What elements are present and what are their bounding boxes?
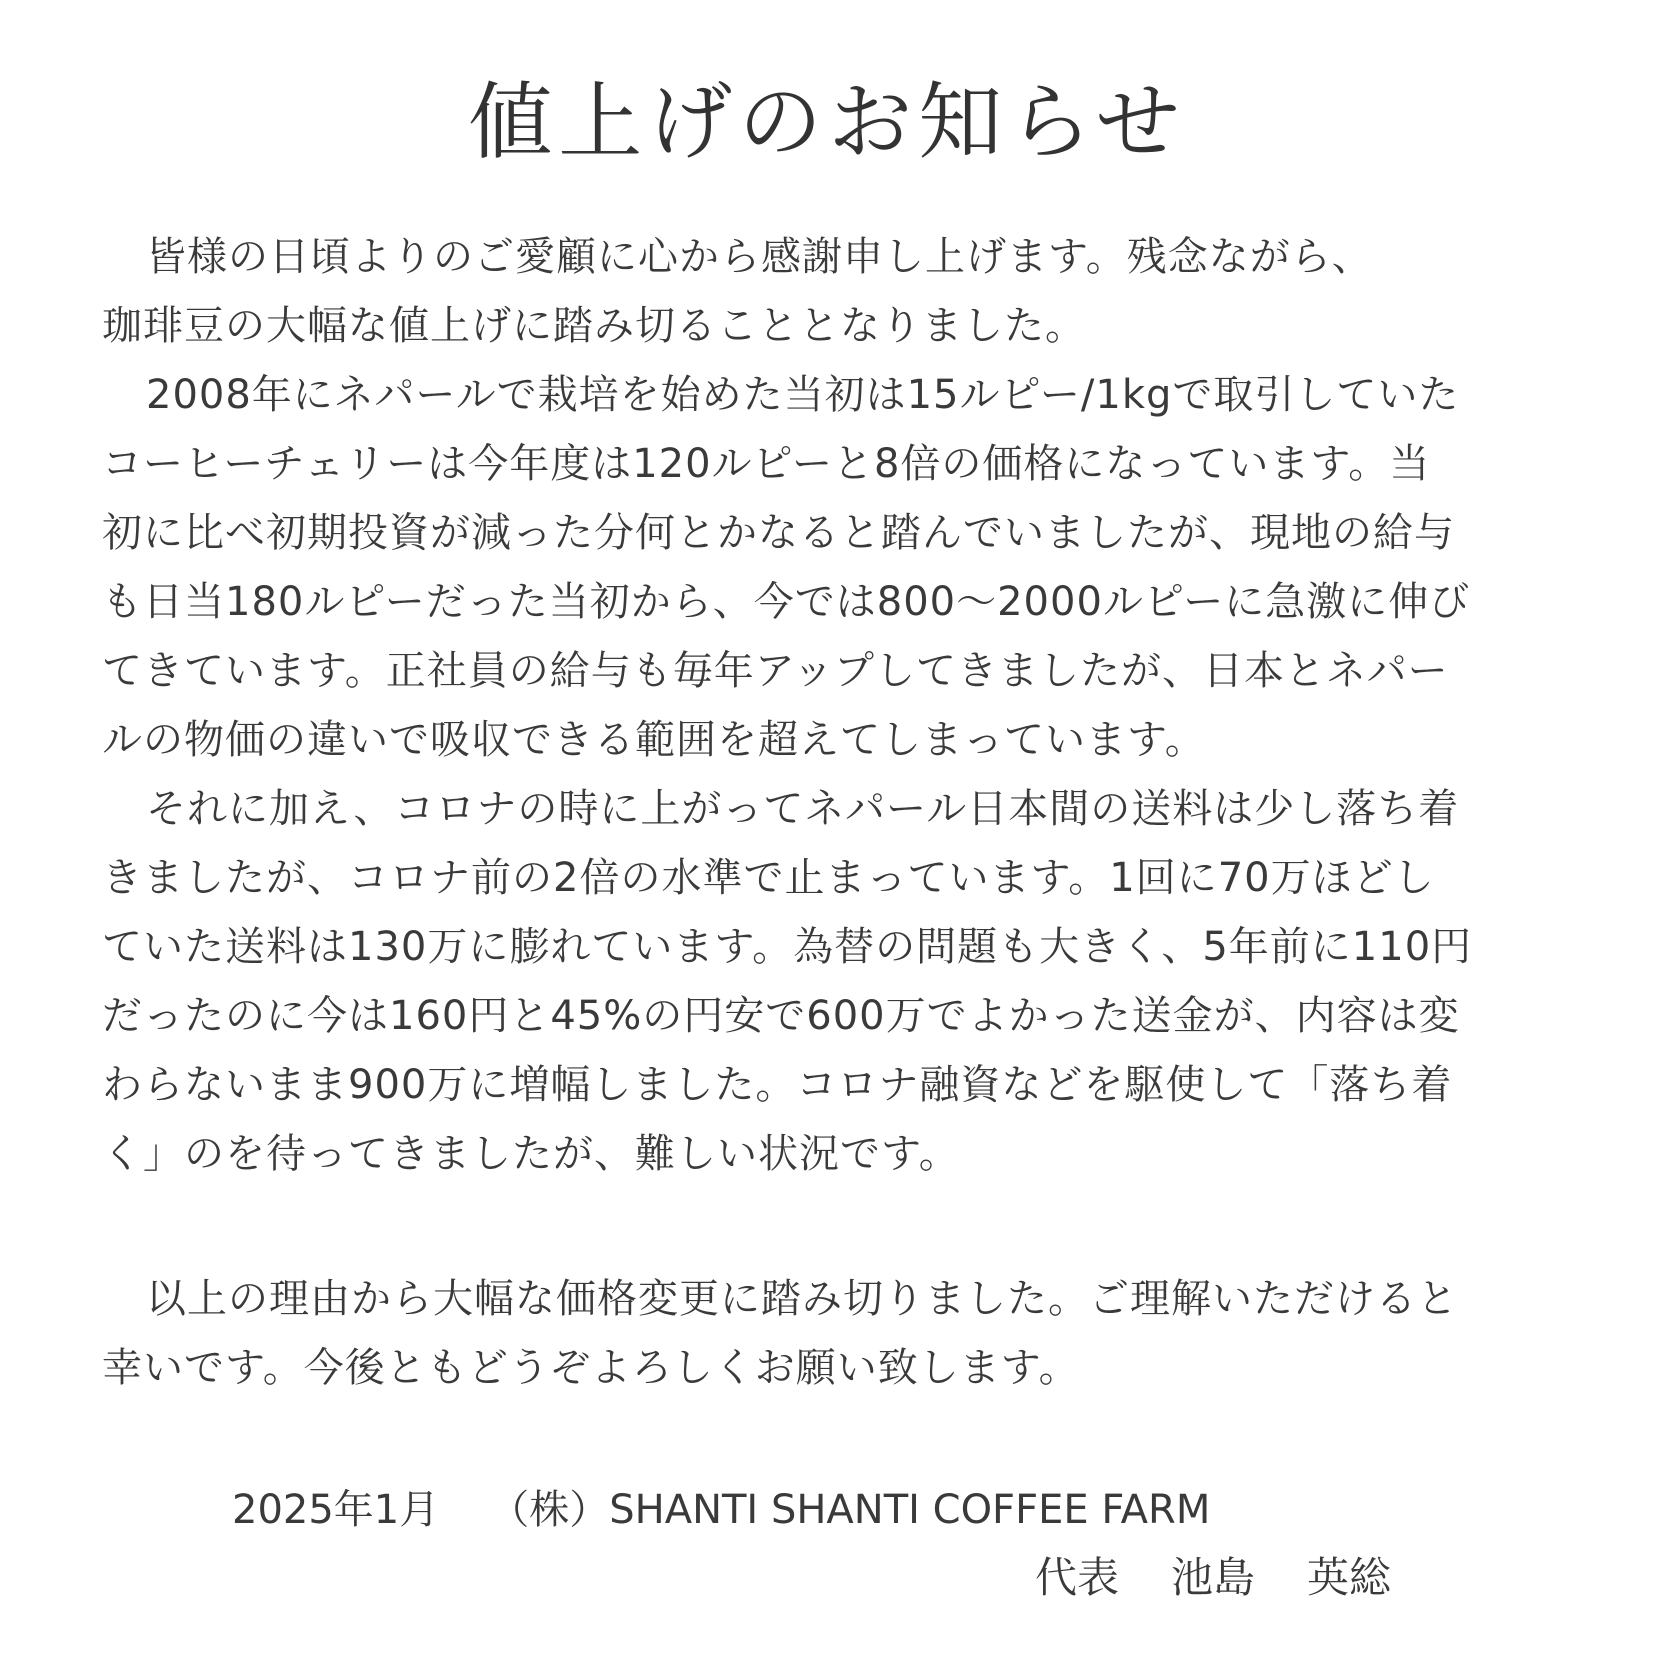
paragraph-shipping-exchange [102, 775, 1472, 1189]
paragraph-line: コーヒーチェリーは今年度は120ルピーと8倍の価格になっています。当 [102, 441, 1431, 487]
company-name: （株）SHANTI SHANTI COFFEE FARM [489, 1487, 1211, 1533]
signatory-role: 代表 [1035, 1553, 1120, 1602]
paragraph-line: てきています。正社員の給与も毎年アップしてきましたが、日本とネパー [102, 648, 1449, 694]
paragraph-line: わらないまま900万に増幅しました。コロナ融資などを駆使して「落ち着 [102, 1062, 1453, 1108]
notice-title: 値上げのお知らせ [468, 73, 1186, 171]
paragraph-line: 初に比べ初期投資が減った分何とかなると踏んでいましたが、現地の給与 [102, 510, 1455, 556]
paragraph-line: も日当180ルピーだった当初から、今では800〜2000ルピーに急激に伸び [102, 579, 1471, 625]
paragraph-line: 幸いです。今後ともどうぞよろしくお願い致します。 [102, 1345, 1080, 1391]
signatory-given-name: 英総 [1307, 1553, 1392, 1602]
paragraph-line: きましたが、コロナ前の2倍の水準で止まっています。1回に70万ほどし [102, 855, 1435, 901]
paragraph-greeting [102, 223, 1373, 361]
paragraph-line: 2008年にネパールで栽培を始めた当初は15ルピー/1kgで取引していた [146, 372, 1460, 418]
paragraph-line: 以上の理由から大幅な価格変更に踏み切りました。ご理解いただけると [146, 1276, 1458, 1322]
issue-date: 2025年1月 [232, 1487, 440, 1533]
signature-line [1035, 1548, 1391, 1608]
paragraph-closing [102, 1265, 1458, 1403]
paragraph-line: だったのに今は160円と45%の円安で600万でよかった送金が、内容は変 [102, 993, 1460, 1039]
paragraph-line: ていた送料は130万に膨れています。為替の問題も大きく、5年前に110円 [102, 924, 1473, 970]
signatory-family-name: 池島 [1171, 1553, 1256, 1602]
paragraph-line: く」のを待ってきましたが、難しい状況です。 [102, 1131, 960, 1177]
paragraph-line: それに加え、コロナの時に上がってネパール日本間の送料は少し落ち着 [146, 786, 1460, 832]
paragraph-line: 珈琲豆の大幅な値上げに踏み切ることとなりました。 [102, 303, 1086, 349]
paragraph-cherry-prices [102, 361, 1470, 775]
paragraph-line: ルの物価の違いで吸収できる範囲を超えてしまっています。 [102, 717, 1206, 763]
paragraph-line: 皆様の日頃よりのご愛顧に心から感謝申し上げます。残念ながら、 [146, 234, 1373, 280]
issuer-line [232, 1480, 1210, 1540]
